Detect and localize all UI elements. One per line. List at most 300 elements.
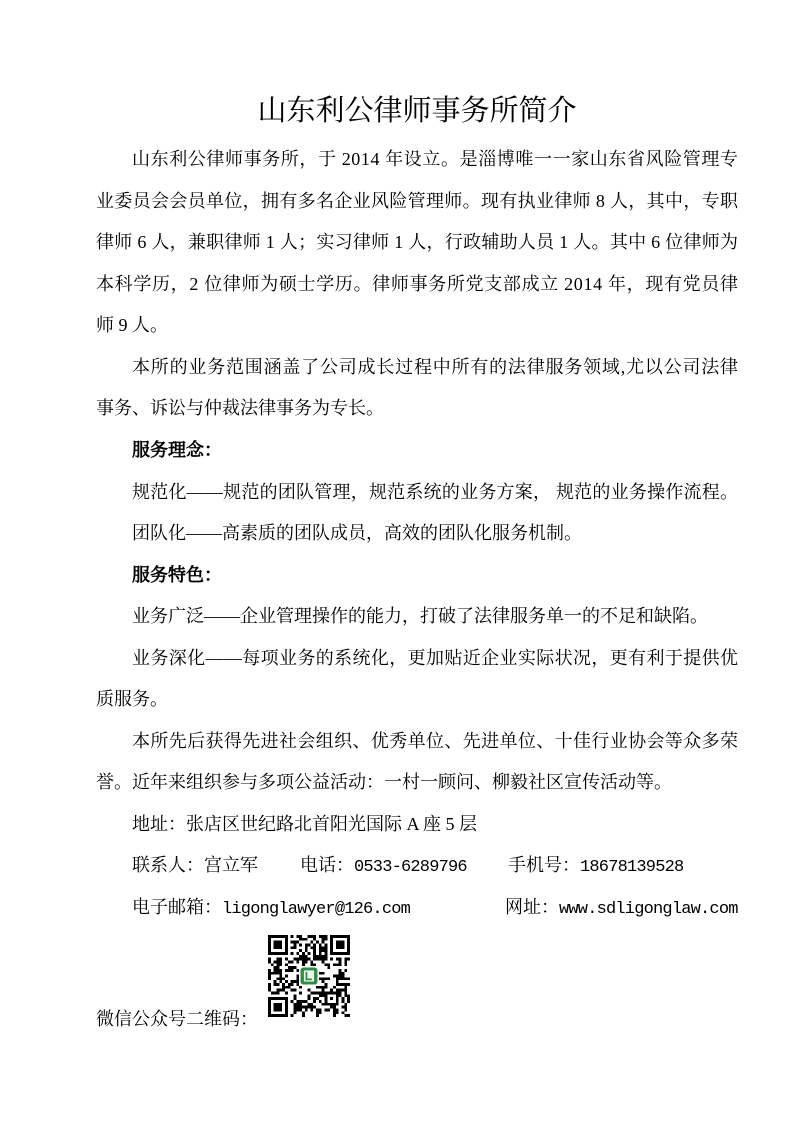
qr-module [342,989,345,992]
qr-module [310,960,313,963]
contact-phone-number: 0533-6289796 [354,858,467,878]
address-value: 张店区世纪路北首阳光国际 A 座 5 层 [186,813,478,834]
qr-module [288,983,291,986]
qr-module [296,941,299,944]
qr-module [305,960,308,963]
qr-module [279,963,282,966]
qr-module [310,1006,313,1009]
qr-module [333,1006,336,1009]
qr-module [299,955,302,958]
contact-mobile-number: 18678139528 [580,858,684,878]
qr-module [274,980,277,983]
qr-module [310,992,313,995]
qr-module [319,952,322,955]
qr-module [268,972,271,975]
qr-module [316,992,319,995]
qr-module [302,960,305,963]
feature-breadth [96,596,738,638]
qr-module [325,949,328,952]
qr-module [279,989,282,992]
qr-module [296,1009,299,1012]
qr-module [305,1006,308,1009]
qr-module [313,946,316,949]
qr-module [310,1003,313,1006]
qr-module [310,946,313,949]
contact-website-url: www.sdligonglaw.com [559,900,738,920]
qr-module [274,972,277,975]
qr-module [296,958,299,961]
qr-module [316,1011,319,1014]
qr-module [276,972,279,975]
philosophy-item-standardization [96,472,738,514]
qr-module [327,1009,330,1012]
qr-module [339,972,342,975]
qr-module [296,983,299,986]
qr-module [333,975,336,978]
feature-breadth-text: 业务广泛——企业管理操作的能力，打破了法律服务单一的不足和缺陷。 [132,606,708,627]
features-heading-text: 服务特色： [132,564,222,585]
philosophy-heading [96,430,738,472]
qr-module [339,969,342,972]
qr-module [279,960,282,963]
intro-line [96,139,738,181]
scope-line-text: 事务、诉讼与仲裁法律事务为专长。 [96,398,384,419]
qr-module [293,1009,296,1012]
qr-module [344,1009,347,1012]
qr-alignment-pattern [325,992,339,1006]
scope-line [96,388,738,430]
qr-module [305,958,308,961]
qr-module [344,1006,347,1009]
qr-module [274,969,277,972]
qr-module [293,966,296,969]
qr-module [342,972,345,975]
qr-module [279,958,282,961]
email-website-line [96,887,738,929]
qr-module [336,958,339,961]
qr-module [282,983,285,986]
qr-module [302,1011,305,1014]
qr-module [316,941,319,944]
qr-module [299,1000,302,1003]
qr-module [319,972,322,975]
qr-module [339,975,342,978]
qr-module [313,963,316,966]
qr-module [322,977,325,980]
qr-module [296,960,299,963]
qr-module [313,992,316,995]
qr-module [319,1000,322,1003]
qr-module [325,977,328,980]
qr-module [276,966,279,969]
intro-line-text: 师 9 人。 [96,315,168,336]
qr-module [322,972,325,975]
qr-module [299,1003,302,1006]
qr-module [313,1006,316,1009]
page-title: 山东利公律师事务所简介 [257,93,577,127]
features-heading [96,555,738,597]
qr-module [322,992,325,995]
qr-module [336,983,339,986]
qr-module [302,952,305,955]
qr-module [296,977,299,980]
qr-module [330,1006,333,1009]
qr-module [302,958,305,961]
qr-module [296,952,299,955]
qr-module [336,977,339,980]
intro-line [96,305,738,347]
qr-module [285,980,288,983]
qr-module [308,1003,311,1006]
qr-module [333,1011,336,1014]
contact-line [96,845,738,887]
qr-module [322,941,325,944]
qr-module [319,943,322,946]
qr-module [333,1009,336,1012]
qr-module [342,975,345,978]
qr-module [288,986,291,989]
address-label: 地址： [132,813,186,834]
intro-line-text: 律师 6 人，兼职律师 1 人；实习律师 1 人，行政辅助人员 1 人。其中 6 位律师为 [96,232,739,253]
qr-module [344,977,347,980]
qr-module [322,1003,325,1006]
qr-module [327,963,330,966]
intro-line [96,181,738,223]
qr-module [322,955,325,958]
qr-module [276,992,279,995]
qr-module [325,946,328,949]
qr-module [310,963,313,966]
qr-module [344,960,347,963]
qr-module [274,966,277,969]
qr-module [336,1011,339,1014]
qr-module [344,983,347,986]
qr-module [276,977,279,980]
qr-module [305,1000,308,1003]
qr-module [336,989,339,992]
qr-module [344,986,347,989]
qr-module [347,1000,350,1003]
qr-module [291,983,294,986]
qr-module [268,977,271,980]
qr-module [342,983,345,986]
qr-module [299,986,302,989]
qr-module [305,1009,308,1012]
qr-module [336,1009,339,1012]
qr-module [268,989,271,992]
qr-module [299,958,302,961]
intro-line-text: 业委员会会员单位，拥有多名企业风险管理师。现有执业律师 8 人，其中，专职 [96,190,739,211]
qr-module [274,992,277,995]
address-line [96,804,738,846]
qr-module [293,980,296,983]
qr-module [319,949,322,952]
qr-code-icon [268,935,350,1017]
scope-line [96,347,738,389]
qr-module [339,960,342,963]
qr-module [325,952,328,955]
intro-line [96,222,738,264]
qr-module [330,989,333,992]
qr-module [322,986,325,989]
feature-depth-text: 业务深化——每项业务的系统化，更加贴近企业实际状况，更有利于提供优 [132,647,739,668]
qr-module [299,949,302,952]
qr-module [325,983,328,986]
qr-module [276,983,279,986]
contact-email-address: ligonglawyer@126.com [222,900,411,920]
wechat-qr-caption: 微信公众号二维码： [96,1009,258,1029]
qr-module [313,935,316,938]
contact-website-label: 网址： [505,897,559,918]
contact-person [132,845,258,887]
qr-module [291,952,294,955]
contact-person-name: 宫立军 [204,855,258,876]
qr-module [342,1011,345,1014]
qr-module [313,955,316,958]
intro-line-text: 本科学历，2 位律师为硕士学历。律师事务所党支部成立 2014 年，现有党员律 [96,273,739,294]
qr-module [322,989,325,992]
qr-module [305,943,308,946]
qr-module [291,980,294,983]
qr-module [305,955,308,958]
qr-module [293,1011,296,1014]
honors-line [96,721,738,763]
qr-module [285,969,288,972]
qr-module [325,958,328,961]
qr-module [291,935,294,938]
qr-module [316,955,319,958]
qr-module [296,935,299,938]
qr-module [325,963,328,966]
qr-module [313,952,316,955]
qr-module [293,989,296,992]
qr-module [316,986,319,989]
qr-module [319,977,322,980]
qr-module [293,958,296,961]
qr-module [291,1000,294,1003]
qr-module [296,980,299,983]
feature-depth-line [96,679,738,721]
qr-module [288,969,291,972]
contact-email [132,887,410,931]
qr-module [293,1003,296,1006]
qr-module [342,977,345,980]
qr-module [305,938,308,941]
qr-module [279,969,282,972]
qr-module [347,958,350,961]
qr-module [271,992,274,995]
qr-module [322,949,325,952]
qr-module [288,966,291,969]
qr-module [302,955,305,958]
qr-module [296,1003,299,1006]
qr-module [299,1006,302,1009]
qr-module [319,1011,322,1014]
qr-module [282,977,285,980]
qr-module [291,966,294,969]
qr-module [293,997,296,1000]
qr-module [339,994,342,997]
qr-module [293,943,296,946]
qr-module [291,941,294,944]
qr-module [296,975,299,978]
qr-module [308,952,311,955]
qr-module [319,992,322,995]
qr-module [336,980,339,983]
qr-module [302,1006,305,1009]
qr-module [305,946,308,949]
qr-module [308,935,311,938]
qr-finder-top-right [330,935,350,955]
qr-module [302,963,305,966]
qr-module [319,1009,322,1012]
qr-module [344,963,347,966]
qr-module [333,963,336,966]
qr-module [344,958,347,961]
qr-module [279,977,282,980]
qr-module [344,994,347,997]
qr-module [285,963,288,966]
document-body [96,139,738,928]
qr-module [322,946,325,949]
qr-module [271,972,274,975]
qr-module [319,994,322,997]
qr-module [344,1014,347,1017]
qr-module [330,958,333,961]
qr-module [322,960,325,963]
qr-module [276,960,279,963]
qr-module [313,1000,316,1003]
qr-module [276,958,279,961]
qr-module [313,958,316,961]
contact-mobile [508,845,683,889]
honors-line-text: 本所先后获得先进社会组织、优秀单位、先进单位、十佳行业协会等众多荣 [132,730,739,751]
qr-module [268,986,271,989]
qr-module [293,941,296,944]
honors-line-text: 誉。近年来组织参与多项公益活动：一村一顾问、柳毅社区宣传活动等。 [96,772,672,793]
scope-line-text: 本所的业务范围涵盖了公司成长过程中所有的法律服务领域,尤以公司法律 [132,356,739,377]
qr-module [339,992,342,995]
qr-module [313,938,316,941]
qr-module [302,938,305,941]
qr-module [299,1009,302,1012]
qr-module [291,1014,294,1017]
contact-person-label: 联系人： [132,855,204,876]
qr-module [327,977,330,980]
qr-module [325,943,328,946]
qr-module [308,989,311,992]
qr-module [293,1006,296,1009]
qr-module [347,1014,350,1017]
qr-module [336,963,339,966]
qr-module [342,997,345,1000]
qr-module [325,986,328,989]
qr-module [325,1009,328,1012]
qr-module [313,997,316,1000]
qr-module [285,958,288,961]
qr-module [319,986,322,989]
qr-module [344,969,347,972]
qr-module [347,997,350,1000]
qr-module [342,1006,345,1009]
qr-module [313,949,316,952]
qr-module [325,955,328,958]
qr-finder-top-left [268,935,288,955]
qr-module [268,983,271,986]
qr-module [308,997,311,1000]
qr-module [291,989,294,992]
qr-module [322,994,325,997]
qr-module [319,935,322,938]
qr-module [313,943,316,946]
qr-module [339,958,342,961]
qr-module [282,989,285,992]
qr-module [285,975,288,978]
qr-module [276,989,279,992]
qr-module [322,938,325,941]
qr-module [344,1003,347,1006]
qr-module [293,994,296,997]
qr-module [325,938,328,941]
qr-module [268,975,271,978]
qr-module [268,969,271,972]
qr-center-logo-icon [299,966,319,986]
qr-module [308,943,311,946]
qr-module [299,992,302,995]
qr-module [339,989,342,992]
qr-module [319,958,322,961]
qr-module [291,960,294,963]
qr-module [310,935,313,938]
feature-depth-text: 质服务。 [96,689,168,710]
qr-module [310,1009,313,1012]
qr-module [288,960,291,963]
contact-mobile-label: 手机号： [508,855,580,876]
qr-module [347,983,350,986]
qr-module [322,935,325,938]
qr-module [319,946,322,949]
qr-module [268,960,271,963]
qr-module [271,963,274,966]
qr-module [296,1000,299,1003]
qr-module [308,958,311,961]
qr-module [347,977,350,980]
qr-module [291,946,294,949]
qr-module [302,1000,305,1003]
qr-module [305,949,308,952]
qr-module [325,935,328,938]
qr-module [344,992,347,995]
qr-module [291,969,294,972]
feature-depth-line [96,638,738,680]
contact-website [505,887,738,931]
qr-module [322,980,325,983]
qr-module [276,963,279,966]
qr-module [302,1014,305,1017]
qr-module [344,989,347,992]
qr-module [274,983,277,986]
qr-module [333,1014,336,1017]
qr-module [339,983,342,986]
qr-module [339,977,342,980]
qr-module [316,1009,319,1012]
qr-module [327,966,330,969]
qr-module [316,958,319,961]
philosophy-item-text: 规范化——规范的团队管理，规范系统的业务方案， 规范的业务操作流程。 [132,481,739,502]
qr-module [299,938,302,941]
qr-module [339,963,342,966]
qr-module [299,943,302,946]
